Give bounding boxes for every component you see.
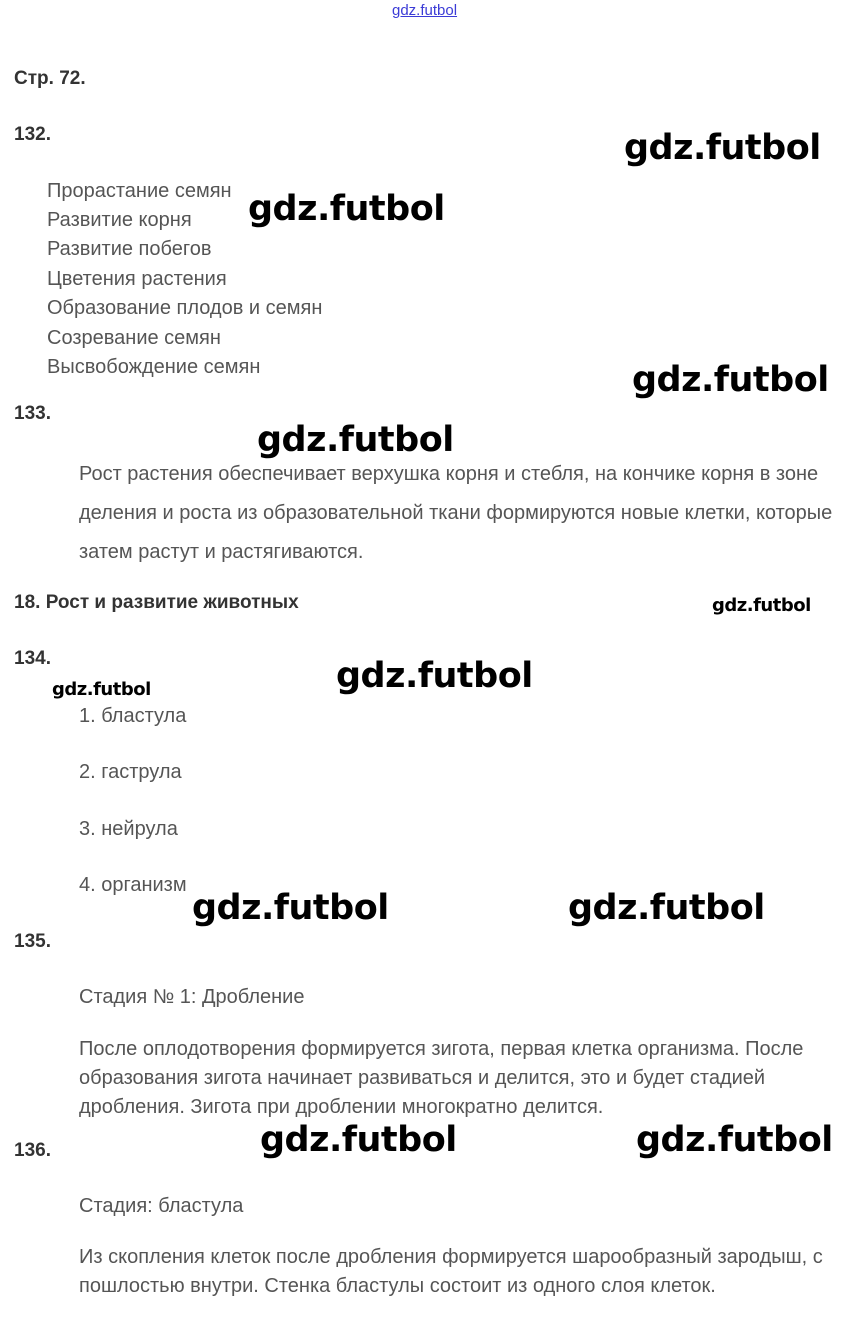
watermark: gdz.futbol: [248, 189, 445, 229]
task-134-item: 3. нейрула: [79, 818, 178, 840]
task-135-stage: Стадия № 1: Дробление: [79, 986, 305, 1008]
task-136-text: Из скопления клеток после дробления формируется шарообразный зародыш, с пошлостью внутри. Стенка бластулы состоит из одного слоя клеток.: [79, 1246, 823, 1297]
task-134-item: 4. организм: [79, 874, 187, 896]
task-132-item: Цветения растения: [47, 268, 227, 290]
task-132-item: Высвобождение семян: [47, 356, 261, 378]
watermark: gdz.futbol: [192, 888, 389, 928]
task-136-stage: Стадия: бластула: [79, 1195, 244, 1217]
watermark: gdz.futbol: [52, 679, 151, 700]
watermark: gdz.futbol: [636, 1120, 833, 1160]
task-132-item: Развитие корня: [47, 209, 192, 231]
task-132-item: Образование плодов и семян: [47, 297, 323, 319]
task-134-item: 2. гаструла: [79, 761, 182, 783]
task-132-item: Созревание семян: [47, 327, 221, 349]
watermark: gdz.futbol: [712, 595, 811, 616]
watermark: gdz.futbol: [257, 420, 454, 460]
watermark: gdz.futbol: [568, 888, 765, 928]
watermark: gdz.futbol: [260, 1120, 457, 1160]
task-135-text: После оплодотворения формируется зигота, первая клетка организма. После образования зигота начинает развиваться и делится, это и будет стадией дробления. Зигота при дроблении многократно делится.: [79, 1038, 804, 1118]
task-132-item: Прорастание семян: [47, 180, 232, 202]
page-label: Стр. 72.: [14, 68, 86, 89]
task-132-number: 132.: [14, 124, 51, 145]
task-136-number: 136.: [14, 1140, 51, 1161]
task-133-number: 133.: [14, 403, 51, 424]
watermark: gdz.futbol: [624, 128, 821, 168]
task-134-number: 134.: [14, 648, 51, 669]
chapter-18-title: 18. Рост и развитие животных: [14, 592, 299, 613]
task-135-number: 135.: [14, 931, 51, 952]
task-134-item: 1. бластула: [79, 705, 187, 727]
task-133-text: Рост растения обеспечивает верхушка корня и стебля, на кончике корня в зоне деления и роста из образовательной ткани формируются новые клетки, которые затем растут и растягиваются.: [79, 463, 833, 563]
task-132-item: Развитие побегов: [47, 238, 212, 260]
site-link[interactable]: gdz.futbol: [392, 2, 458, 19]
watermark: gdz.futbol: [632, 360, 829, 400]
watermark: gdz.futbol: [336, 656, 533, 696]
